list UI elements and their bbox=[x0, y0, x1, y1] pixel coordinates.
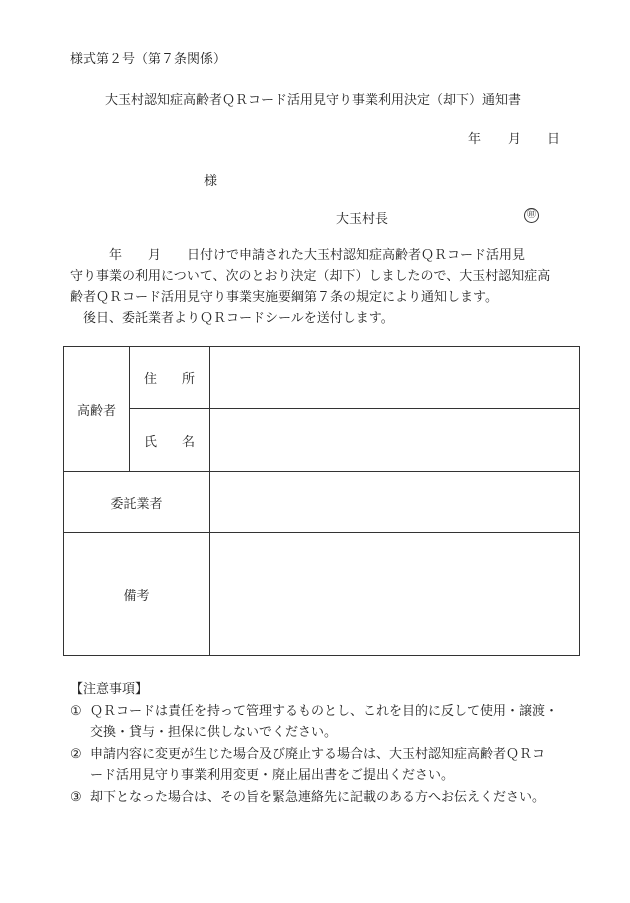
date-month-label: 月 bbox=[508, 132, 522, 147]
note-line: 交換・貸与・担保に供しないでください。 bbox=[90, 725, 338, 740]
contractor-label: 委託業者 bbox=[110, 496, 163, 512]
contractor-value-cell[interactable] bbox=[210, 472, 580, 533]
elderly-label: 高齢者 bbox=[76, 403, 116, 419]
name-label-cell bbox=[130, 409, 210, 472]
remarks-label-cell bbox=[64, 533, 210, 656]
note-item bbox=[70, 744, 558, 787]
body-line: 守り事業の利用について、次のとおり決定（却下）しましたので、大玉村認知症高 bbox=[70, 269, 551, 284]
name-label-char: 氏 bbox=[144, 434, 158, 450]
note-number: ② bbox=[70, 746, 82, 762]
note-line: ＱＲコードは責任を持って管理するものとし、これを目的に反して使用・譲渡・ bbox=[90, 703, 559, 719]
remarks-label: 備考 bbox=[123, 588, 150, 604]
seal-mark: ㊞ bbox=[524, 208, 539, 223]
address-label-char: 所 bbox=[181, 372, 195, 387]
notes-section bbox=[70, 679, 558, 808]
form-number: 様式第２号（第７条関係） bbox=[70, 52, 227, 67]
name-value-cell[interactable] bbox=[210, 409, 580, 472]
body-line: 後日、委託業者よりＱＲコードシールを送付します。 bbox=[70, 311, 394, 326]
elderly-label-cell bbox=[64, 347, 130, 472]
sender-name: 大玉村長 bbox=[336, 212, 389, 227]
notes-heading: 【注意事項】 bbox=[70, 682, 149, 697]
contractor-label-cell bbox=[64, 472, 210, 533]
note-line: ード活用見守り事業利用変更・廃止届出書をご提出ください。 bbox=[90, 768, 455, 783]
address-label-char: 住 bbox=[144, 372, 158, 387]
document-title: 大玉村認知症高齢者ＱＲコード活用見守り事業利用決定（却下）通知書 bbox=[105, 93, 522, 108]
date-day-label: 日 bbox=[547, 132, 561, 147]
body-paragraph bbox=[70, 245, 570, 329]
info-table bbox=[63, 346, 580, 656]
body-line: 齢者ＱＲコード活用見守り事業実施要綱第７条の規定により通知します。 bbox=[70, 290, 498, 305]
note-item bbox=[70, 701, 558, 744]
recipient-honorific: 様 bbox=[204, 174, 218, 189]
note-line: 却下となった場合は、その旨を緊急連絡先に記載のある方へお伝えください。 bbox=[90, 789, 546, 805]
note-number: ① bbox=[70, 703, 82, 719]
body-line: 年 月 日付けで申請された大玉村認知症高齢者ＱＲコード活用見 bbox=[70, 248, 526, 263]
name-label-char: 名 bbox=[181, 434, 195, 450]
address-value-cell[interactable] bbox=[210, 347, 580, 409]
note-number: ③ bbox=[70, 789, 82, 805]
note-line: 申請内容に変更が生じた場合及び廃止する場合は、大玉村認知症高齢者ＱＲコ bbox=[90, 746, 546, 762]
address-label-cell bbox=[130, 347, 210, 409]
note-item bbox=[70, 787, 558, 809]
date-year-label: 年 bbox=[468, 132, 482, 147]
remarks-value-cell[interactable] bbox=[210, 533, 580, 656]
